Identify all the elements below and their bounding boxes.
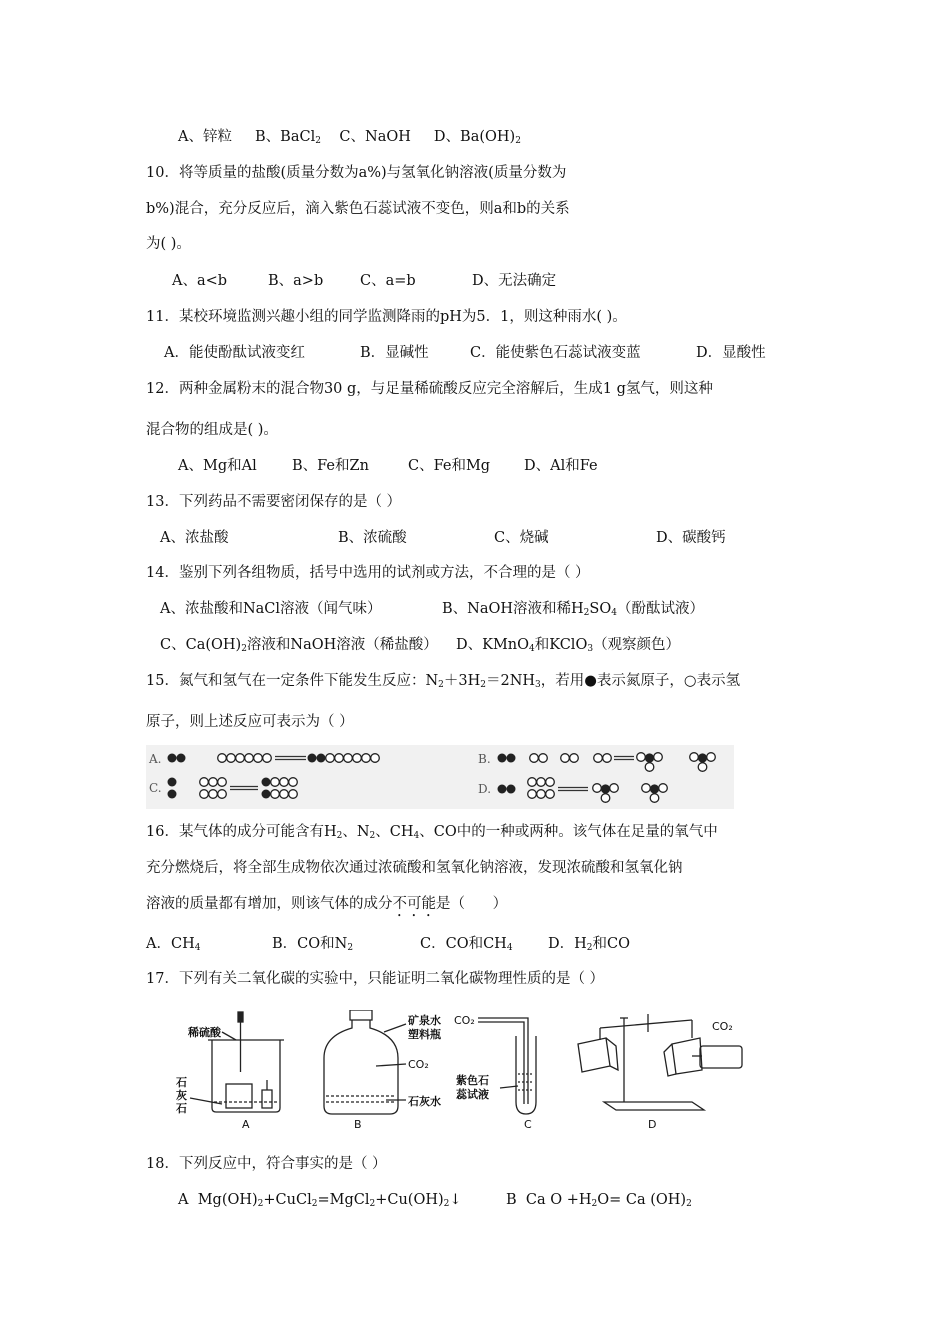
q17-apparatus-svg	[172, 1010, 762, 1130]
q9-option-d: D、$Ba(OH)_2$	[433, 129, 521, 146]
q12-option-d: D、Al和Fe	[524, 458, 598, 474]
q11-option-c: C．能使紫色石蕊试液变蓝	[470, 345, 641, 361]
q17-b-label-limewater: 石灰水	[408, 1095, 441, 1108]
q15-stem-line2: 原子，则上述反应可表示为（ ）	[146, 714, 354, 730]
q9-option-c: C、NaOH	[339, 129, 411, 145]
q15-option-b-equals	[614, 757, 634, 760]
q16-option-b: B．CO和$N_2$	[272, 936, 354, 953]
q16-option-a: A．$CH_4$	[146, 936, 201, 953]
q17-a-label-stone1: 石	[176, 1076, 187, 1089]
q16-option-d: D．$H_2$和CO	[548, 936, 630, 953]
q13-option-d: D、碳酸钙	[656, 530, 726, 546]
q15-option-d-products	[593, 784, 668, 803]
q17-b-label-co2: CO₂	[408, 1058, 429, 1071]
q15-option-a-equals	[275, 757, 306, 760]
q11-option-b: B．显碱性	[360, 345, 429, 361]
q16-option-c: C．CO和$CH_4$	[420, 936, 513, 953]
q10-stem-line1: 10．将等质量的盐酸(质量分数为a%)与氢氧化钠溶液(质量分数为	[146, 165, 567, 181]
q9-options	[178, 127, 521, 151]
q12-option-c: C、Fe和Mg	[408, 458, 491, 474]
q10-option-d: D、无法确定	[472, 273, 557, 289]
q10-stem-line3: 为( )。	[146, 236, 191, 252]
q17-d-label-co2: CO₂	[712, 1020, 733, 1033]
q15-option-c-label: C.	[149, 781, 162, 795]
q15-option-d-reactants	[498, 778, 555, 799]
q15-option-c-products	[262, 778, 298, 799]
q18-stem: 18．下列反应中，符合事实的是（ ）	[146, 1156, 387, 1172]
q14-option-d: D、KMnO$_4$和KClO$_3$（观察颜色）	[456, 637, 681, 654]
q17-apparatus-b	[324, 1010, 441, 1130]
q17-b-label-bottle2: 塑料瓶	[408, 1028, 441, 1041]
q18-option-a: A $Mg(OH)_2+CuCl_2=MgCl_2+Cu(OH)_2↓$	[178, 1192, 462, 1209]
q17-b-letter: B	[354, 1118, 362, 1130]
q15-option-d-label: D.	[478, 782, 492, 796]
q10-option-a: A、a<b	[172, 273, 228, 289]
q12-option-b: B、Fe和Zn	[292, 458, 369, 474]
q15-option-c-reactants	[168, 778, 227, 799]
q11-stem: 11．某校环境监测兴趣小组的同学监测降雨的pH为5．1，则这种雨水( )。	[146, 309, 627, 325]
q15-option-b-reactants	[498, 754, 612, 763]
q14-stem: 14．鉴别下列各组物质，括号中选用的试剂或方法，不合理的是（ ）	[146, 565, 590, 581]
q9-option-b: B、BaCl$_2$	[255, 129, 321, 146]
q16-stem-line1: 16．某气体的成分可能含有$H_2$、$N_2$、$CH_4$、CO中的一种或两种。该气体在足量的氧气中	[146, 824, 718, 841]
q10-option-b: B、a>b	[268, 273, 324, 289]
q17-b-label-bottle1: 矿泉水	[408, 1014, 441, 1027]
q17-a-label-acid: 稀硫酸	[188, 1026, 221, 1039]
q17-c-label-litmus1: 紫色石	[456, 1074, 489, 1087]
q12-stem-line2: 混合物的组成是( )。	[146, 422, 278, 438]
q15-option-b-label: B.	[478, 752, 491, 766]
q17-apparatus-d	[578, 1014, 742, 1130]
q15-option-a-label: A.	[149, 752, 162, 766]
q15-molecule-svg	[146, 745, 734, 809]
q11-option-a: A．能使酚酞试液变红	[164, 345, 305, 361]
q17-c-label-co2: CO₂	[454, 1014, 475, 1027]
q13-option-c: C、烧碱	[494, 530, 549, 546]
q15-option-b-products	[637, 753, 716, 772]
q17-a-label-stone3: 石	[176, 1102, 187, 1115]
q13-stem: 13．下列药品不需要密闭保存的是（ ）	[146, 494, 402, 510]
q15-option-a-products	[308, 754, 380, 763]
q15-stem-line1: 15．氮气和氢气在一定条件下能发生反应：$N_2+3H_2=2NH_3$，若用●表示氮原子，○表示氢	[146, 673, 741, 690]
q14-option-b: B、NaOH溶液和稀$H_2SO_4$（酚酞试液）	[442, 601, 704, 618]
q17-d-letter: D	[648, 1118, 657, 1130]
q9-option-a: A、锌粒	[178, 129, 232, 145]
q15-option-a-reactants	[168, 754, 272, 763]
q17-a-letter: A	[242, 1118, 250, 1130]
q15-option-c-equals	[230, 787, 258, 790]
q12-stem-line1: 12．两种金属粉末的混合物30 g，与足量稀硫酸反应完全溶解后，生成1 g氢气，则这种	[146, 381, 713, 397]
q18-option-b: B Ca $O +H_2O= Ca$ $(OH)_2$	[506, 1192, 692, 1209]
q17-apparatus-c	[454, 1014, 536, 1130]
q17-stem: 17．下列有关二氧化碳的实验中，只能证明二氧化碳物理性质的是（ ）	[146, 971, 605, 987]
q16-emphasis-text: 不可能	[392, 896, 436, 912]
q17-c-letter: C	[524, 1118, 532, 1130]
q13-option-b: B、浓硫酸	[338, 530, 407, 546]
q10-option-c: C、a=b	[360, 273, 416, 289]
q11-option-d: D．显酸性	[696, 345, 766, 361]
q16-stem-line3: 溶液的质量都有增加，则该气体的成分不可能是（ ）	[146, 896, 508, 912]
q16-stem-line2: 充分燃烧后，将全部生成物依次通过浓硫酸和氢氧化钠溶液，发现浓硫酸和氢氧化钠	[146, 860, 683, 876]
q14-option-c: C、$Ca(OH)_2$溶液和NaOH溶液（稀盐酸）	[160, 637, 438, 654]
q17-c-label-litmus2: 蕊试液	[456, 1088, 489, 1101]
q15-option-d-equals	[558, 788, 588, 791]
q13-option-a: A、浓盐酸	[160, 530, 229, 546]
q17-apparatus-figure	[172, 1010, 762, 1130]
q14-option-a: A、浓盐酸和NaCl溶液（闻气味）	[160, 601, 382, 617]
q12-option-a: A、Mg和Al	[178, 458, 257, 474]
q10-stem-line2: b%)混合，充分反应后，滴入紫色石蕊试液不变色，则a和b的关系	[146, 201, 570, 217]
q17-a-label-stone2: 灰	[176, 1089, 187, 1102]
q15-molecule-diagram	[146, 745, 734, 809]
q17-apparatus-a	[176, 1012, 284, 1130]
